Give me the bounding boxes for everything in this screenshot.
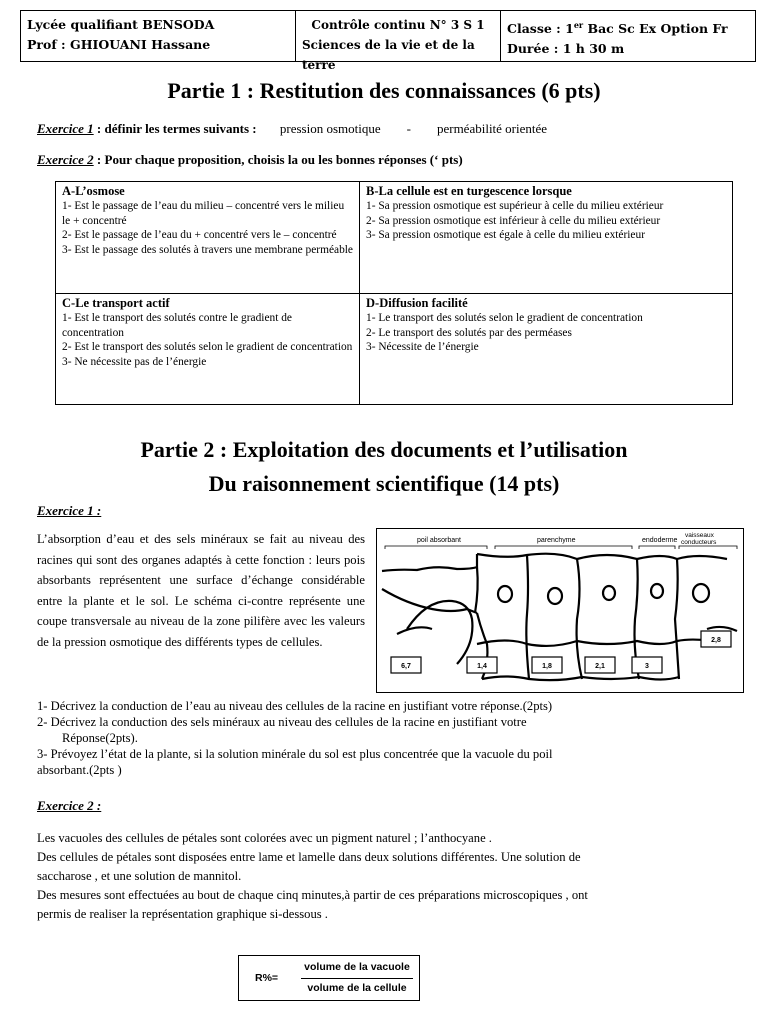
value-cell-3: 2,1 — [595, 663, 605, 670]
qcm-option: 1- Le transport des solutés selon le gradient de concentration — [366, 311, 643, 324]
qcm-option: 2- Sa pression osmotique est inférieur à celle du milieu extérieur — [366, 214, 661, 227]
label-endoderme: endoderme — [642, 537, 678, 544]
part1-ex1: Exercice 1 : définir les termes suivants : pression osmotique - perméabilité orientée — [37, 121, 548, 136]
ex1-label: Exercice 1 — [37, 121, 94, 136]
ex2-line: saccharose , et une solution de mannitol. — [37, 869, 242, 883]
qcm-cell-a: A-L’osmose 1- Est le passage de l’eau du milieu – concentré vers le milieu le + concentré 2- Est le passage de l’eau du + concentré vers le – concentré 3- Est le passage des solutés à travers une membrane perméable — [56, 182, 360, 294]
formula-denominator: volume de la cellule — [307, 982, 407, 994]
part2-ex2: Exercice 2 : — [37, 798, 102, 813]
qcm-cell-d: D-Diffusion facilité 1- Le transport des solutés selon le gradient de concentration 2- Le transport des solutés par des perméases 3- Nécessite de l’énergie — [360, 294, 732, 404]
root-section-schema — [376, 528, 744, 693]
exam-name: Contrôle continu N° 3 S 1 — [311, 18, 485, 32]
value-vessel: 2,8 — [711, 637, 721, 644]
ex1-paragraph: L’absorption d’eau et des sels minéraux se fait au niveau des racines qui sont des organes adaptés à cette fonction : leurs pois absorbants représentent une surface d’échange considérable entre la plante et le sol. Le schéma ci-contre représente une coupe transversale au niveau de la zone pilifère avec les valeurs de la pression osmotique des différents types de cellules. — [37, 532, 365, 649]
qcm-option: 1- Sa pression osmotique est supérieur à celle du milieu extérieur — [366, 199, 664, 212]
teacher-name: Prof : GHIOUANI Hassane — [27, 37, 211, 52]
formula-label: R%= — [255, 972, 279, 984]
formula-numerator: volume de la vacuole — [304, 961, 410, 973]
qcm-option: 1- Est le passage de l’eau du milieu – concentré vers le milieu le + concentré — [62, 199, 345, 227]
question-3-cont: absorbant.(2pts ) — [37, 763, 122, 777]
qcm-option: 2- Le transport des solutés par des perméases — [366, 326, 572, 339]
ratio-formula — [238, 955, 420, 1001]
ex2-line: Des cellules de pétales sont disposées entre lame et lamelle dans deux solutions différentes. Une solution de — [37, 850, 581, 864]
part2-title-line2: Du raisonnement scientifique (14 pts) — [208, 471, 560, 496]
qcm-option: 3- Ne nécessite pas de l’énergie — [62, 356, 207, 369]
ex2-line: permis de realiser la représentation graphique si-dessous . — [37, 907, 328, 921]
question-2-cont: Réponse(2pts). — [62, 731, 138, 745]
question-3: 3- Prévoyez l’état de la plante, si la solution minérale du sol est plus concentrée que la vacuole du poil — [37, 747, 553, 761]
ex1-terms: pression osmotique - perméabilité orientée — [279, 121, 548, 136]
qcm-cell-b: B-La cellule est en turgescence lorsque 1- Sa pression osmotique est supérieur à celle du milieu extérieur 2- Sa pression osmotique est inférieur à celle du milieu extérieur 3- Sa pression osmotique est égale à celle du milieu extérieur — [360, 182, 732, 294]
qcm-option: 2- Est le transport des solutés selon le gradient de concentration — [62, 341, 353, 354]
subject-name: Sciences de la vie et de la terre — [302, 38, 475, 72]
school-name: Lycée qualifiant BENSODA — [27, 17, 215, 32]
ex2-label: Exercice 2 — [37, 152, 94, 167]
part2-ex1: Exercice 1 : — [37, 503, 102, 518]
label-vaisseaux: vaisseaux — [685, 532, 714, 539]
qcm-table — [55, 181, 733, 405]
value-cell-1: 1,4 — [477, 663, 487, 670]
label-conducteurs: conducteurs — [681, 539, 717, 546]
part1-title: Partie 1 : Restitution des connaissances (6 pts) — [167, 78, 601, 103]
question-2: 2- Décrivez la conduction des sels minéraux au niveau des cellules de la racine en justifiant votre — [37, 715, 527, 729]
qcm-option: 3- Nécessite de l’énergie — [366, 341, 479, 354]
value-cell-2: 1,8 — [542, 663, 552, 670]
qcm-option: 1- Est le transport des solutés contre le gradient de concentration — [62, 311, 292, 339]
label-parenchyme: parenchyme — [537, 537, 576, 544]
ex2-line: Des mesures sont effectuées au bout de chaque cinq minutes,à partir de ces préparations microscopiques , ont — [37, 888, 588, 902]
value-poil: 6,7 — [401, 663, 411, 670]
qcm-cell-c: C-Le transport actif 1- Est le transport des solutés contre le gradient de concentration 2- Est le transport des solutés selon le gradient de concentration 3- Ne nécessite pas de l’énergie — [56, 294, 360, 404]
qcm-option: 3- Sa pression osmotique est égale à celle du milieu extérieur — [366, 229, 645, 242]
part1-ex2: Exercice 2 : Pour chaque proposition, choisis la ou les bonnes réponses (‘ pts) — [37, 152, 463, 167]
ex2-text — [37, 829, 737, 924]
question-1: 1- Décrivez la conduction de l’eau au niveau des cellules de la racine en justifiant votre réponse.(2pts) — [37, 699, 553, 713]
header-class-cell — [501, 11, 755, 61]
part2-title-line1: Partie 2 : Exploitation des documents et l’utilisation — [140, 437, 628, 462]
ex2-line: Les vacuoles des cellules de pétales sont colorées avec un pigment naturel ; l’anthocyane . — [37, 831, 492, 845]
qcm-option: 2- Est le passage de l’eau du + concentré vers le – concentré — [62, 229, 337, 242]
header-exam-cell — [296, 11, 501, 72]
ex1-questions — [37, 698, 737, 778]
header-table — [20, 10, 756, 72]
class-level: Classe : 1er Bac Sc Ex Option Fr — [507, 20, 728, 37]
label-poil: poil absorbant — [417, 537, 461, 544]
value-cell-4: 3 — [645, 663, 649, 670]
root-section-drawing — [377, 529, 743, 692]
header-school-cell — [21, 11, 296, 61]
formula-fraction-bar — [301, 978, 413, 979]
qcm-option: 3- Est le passage des solutés à travers une membrane perméable — [62, 244, 353, 257]
exam-duration: Durée : 1 h 30 m — [507, 41, 625, 57]
